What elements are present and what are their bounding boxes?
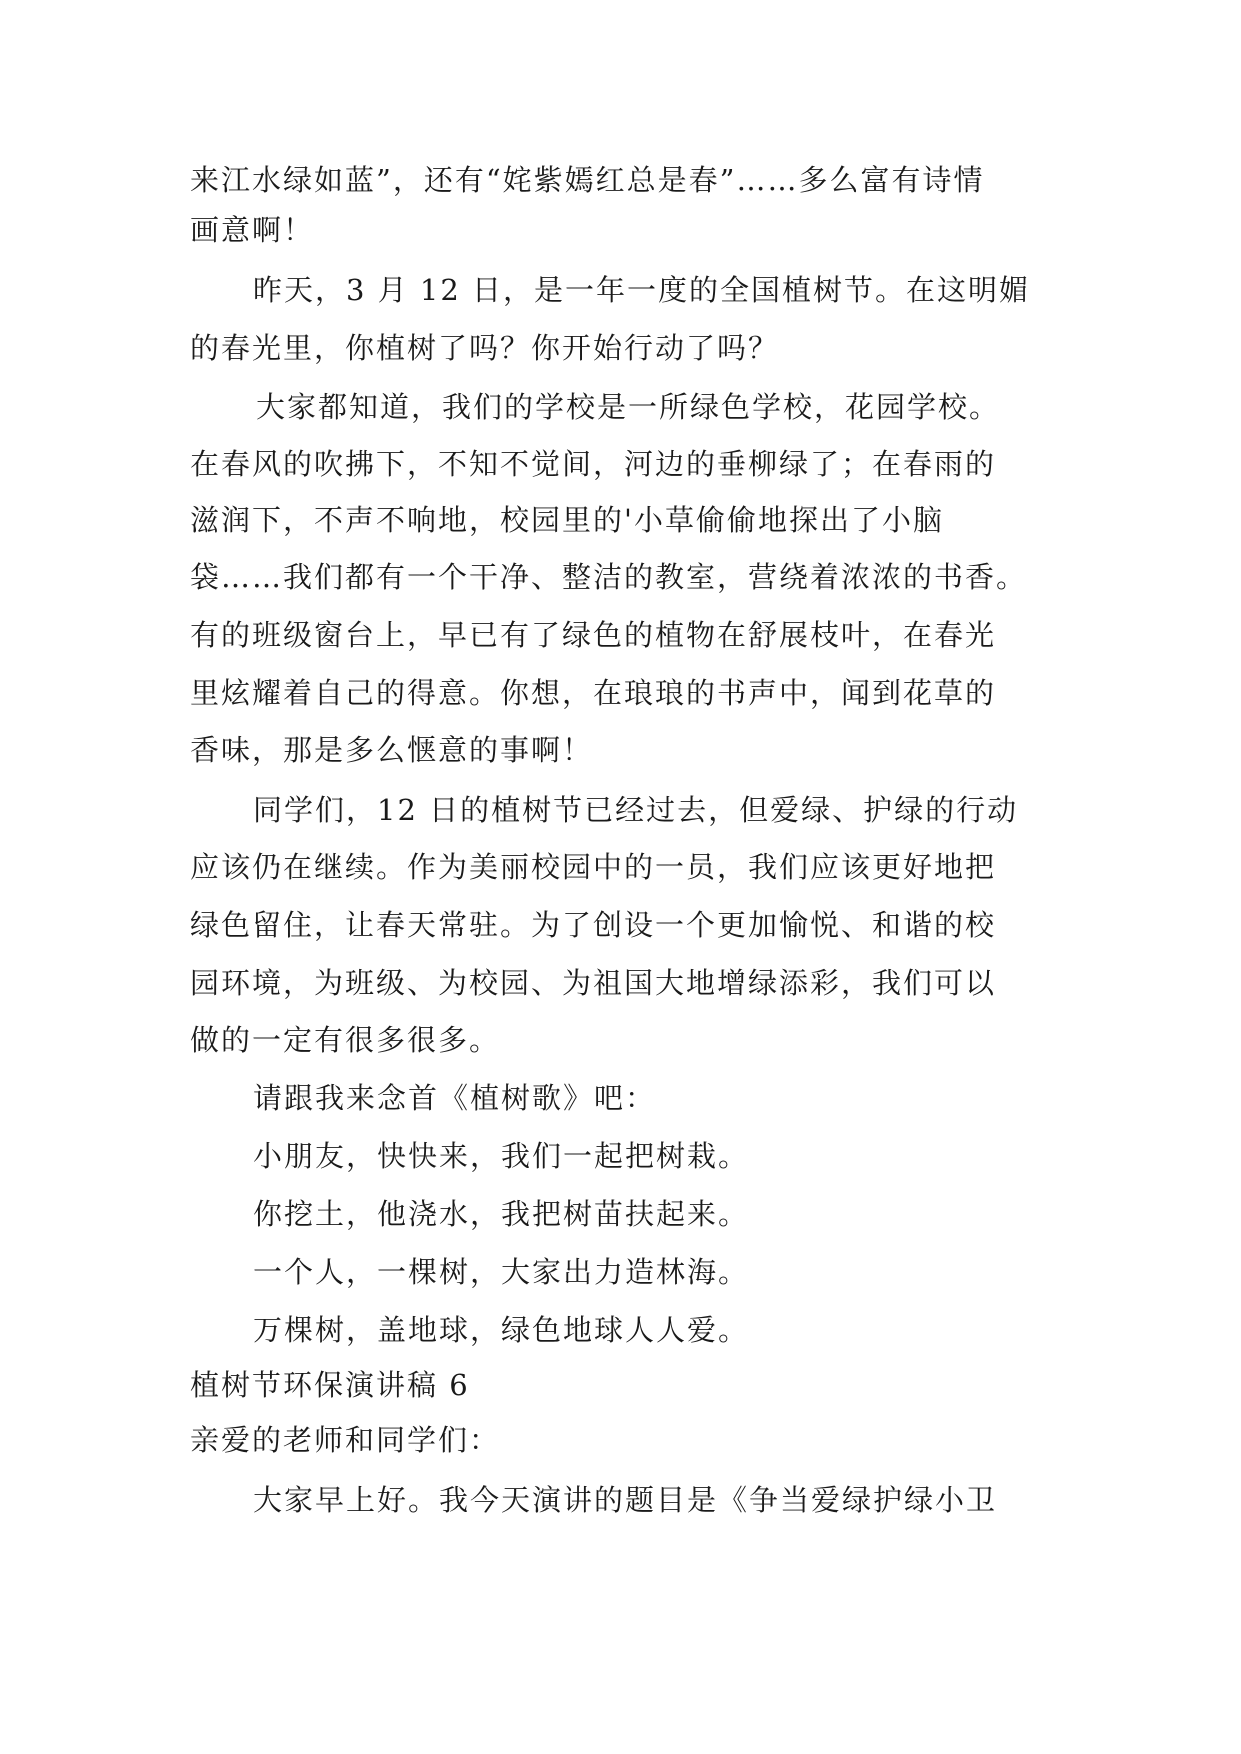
text-line: 园环境，为班级、为校园、为祖国大地增绿添彩，我们可以 <box>190 966 997 1000</box>
text-line: 一个人，一棵树，大家出力造林海。 <box>253 1255 750 1289</box>
text-line: 的春光里，你植树了吗？你开始行动了吗？ <box>190 331 780 365</box>
text-line: 香味，那是多么惬意的事啊！ <box>190 733 594 767</box>
text-line: 你挖土，他浇水，我把树苗扶起来。 <box>253 1197 750 1231</box>
text-line: 画意啊！ <box>190 213 315 247</box>
text-line: 大家早上好。我今天演讲的题目是《争当爱绿护绿小卫 <box>253 1483 998 1517</box>
text-line: 袋……我们都有一个干净、整洁的教室，营绕着浓浓的书香。 <box>190 560 1028 594</box>
text-line: 里炫耀着自己的得意。你想，在琅琅的书声中，闻到花草的 <box>190 676 997 710</box>
text-line: 绿色留住，让春天常驻。为了创设一个更加愉悦、和谐的校 <box>190 908 997 942</box>
text-line: 万棵树，盖地球，绿色地球人人爱。 <box>253 1313 750 1347</box>
text-line: 请跟我来念首《植树歌》吧： <box>253 1081 657 1115</box>
text-line: 有的班级窗台上，早已有了绿色的植物在舒展枝叶，在春光 <box>190 618 997 652</box>
text-line: 在春风的吹拂下，不知不觉间，河边的垂柳绿了；在春雨的 <box>190 447 997 481</box>
section-heading: 植树节环保演讲稿 6 <box>190 1368 470 1402</box>
text-line: 应该仍在继续。作为美丽校园中的一员，我们应该更好地把 <box>190 850 997 884</box>
text-line: 小朋友，快快来，我们一起把树栽。 <box>253 1139 750 1173</box>
salutation: 亲爱的老师和同学们： <box>190 1423 501 1457</box>
text-line: 做的一定有很多很多。 <box>190 1023 501 1057</box>
text-line: 来江水绿如蓝”，还有“姹紫嫣红总是春”……多么富有诗情 <box>190 163 985 197</box>
text-line: 昨天，3 月 12 日，是一年一度的全国植树节。在这明媚 <box>253 273 1031 307</box>
text-line: 同学们，12 日的植树节已经过去，但爱绿、护绿的行动 <box>253 793 1019 827</box>
text-line: 大家都知道，我们的学校是一所绿色学校，花园学校。 <box>256 390 1001 424</box>
text-line: 滋润下，不声不响地，校园里的'小草偷偷地探出了小脑 <box>190 503 944 537</box>
